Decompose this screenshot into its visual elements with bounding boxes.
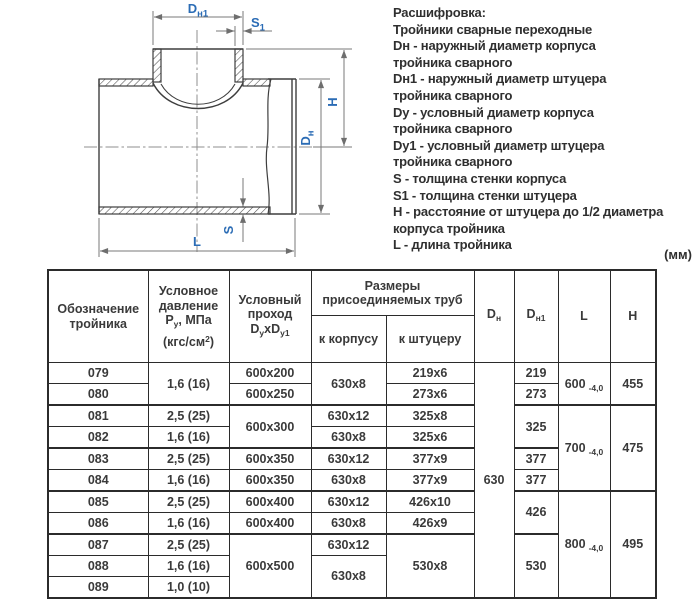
col-header-dn: $D_н$: [474, 270, 514, 363]
table-cell: 088: [48, 555, 148, 576]
table-cell: 600 $_{-4,0}$: [558, 363, 610, 406]
table-cell: 219x6: [386, 363, 474, 384]
dimension-label-l: L: [193, 234, 201, 249]
table-cell: 600x200: [229, 363, 311, 384]
table-cell: 630x12: [311, 448, 386, 469]
legend: [393, 5, 697, 254]
table-cell: 455: [610, 363, 656, 406]
table-cell: 426: [514, 491, 558, 534]
table-cell: 2,5 (25): [148, 405, 229, 426]
centerlines: [84, 30, 313, 252]
table-cell: 600x400: [229, 491, 311, 512]
table-cell: 700 $_{-4,0}$: [558, 405, 610, 491]
table-cell: 325x8: [386, 405, 474, 426]
col-header-sizes: Размеры присоединяемых труб: [311, 270, 474, 316]
table-cell: 2,5 (25): [148, 491, 229, 512]
table-cell: 630x8: [311, 427, 386, 448]
table-cell: 1,6 (16): [148, 555, 229, 576]
legend-line: тройника сварного: [393, 87, 513, 103]
tee-drawing: [0, 0, 392, 262]
col-header-to-korpus: к корпусу: [311, 316, 386, 363]
table-cell: 273x6: [386, 384, 474, 405]
table-cell: 630x8: [311, 555, 386, 598]
table-cell: 377: [514, 448, 558, 469]
table-cell: 377x9: [386, 469, 474, 490]
dimension-label-s1: $S_1$: [251, 15, 265, 34]
table-cell: 426x9: [386, 512, 474, 533]
table-cell: 087: [48, 534, 148, 555]
legend-line: L - длина тройника: [393, 237, 512, 253]
table-cell: 1,6 (16): [148, 469, 229, 490]
legend-line: тройника сварного: [393, 121, 513, 137]
table-cell: 630x8: [311, 512, 386, 533]
table-cell: 089: [48, 576, 148, 597]
legend-line: тройника сварного: [393, 54, 513, 70]
col-header-dn1: $D_{н1}$: [514, 270, 558, 363]
dimension-label-dn1: $D_{н1}$: [187, 1, 209, 20]
table-cell: 600x400: [229, 512, 311, 533]
legend-line: Dн - наружный диаметр корпуса: [393, 38, 596, 54]
units-label: (мм): [664, 247, 692, 262]
table-cell: 630x8: [311, 363, 386, 406]
table-cell: 530: [514, 534, 558, 598]
dimension-label-h: H: [325, 97, 340, 107]
table-cell: 475: [610, 405, 656, 491]
table-cell: 1,0 (10): [148, 576, 229, 597]
table-cell: 079: [48, 363, 148, 384]
dimension-label-s: S: [221, 225, 236, 235]
legend-line: Тройники сварные переходные: [393, 21, 593, 37]
table-cell: 630x12: [311, 405, 386, 426]
legend-title: Расшифровка:: [393, 5, 486, 20]
table-cell: 800 $_{-4,0}$: [558, 491, 610, 598]
table-cell: 600x250: [229, 384, 311, 405]
legend-line: Dу - условный диаметр корпуса: [393, 104, 594, 120]
table-row: [48, 491, 656, 512]
table-cell: 1,6 (16): [148, 512, 229, 533]
legend-line: H - расстояние от штуцера до 1/2 диаметра: [393, 204, 664, 220]
table-cell: 2,5 (25): [148, 534, 229, 555]
legend-line: S - толщина стенки корпуса: [393, 170, 567, 186]
table-cell: 600x300: [229, 405, 311, 448]
table-cell: 426x10: [386, 491, 474, 512]
table-cell: 495: [610, 491, 656, 598]
col-header-pressure: Условное давление $P_у$, МПа $(кгс/см^2)$: [148, 270, 229, 363]
table-cell: 600x500: [229, 534, 311, 598]
legend-line: Dн1 - наружный диаметр штуцера: [393, 71, 607, 87]
table-cell: 084: [48, 469, 148, 490]
table-cell: 630x12: [311, 491, 386, 512]
table-cell: 086: [48, 512, 148, 533]
table-cell: 530x8: [386, 534, 474, 598]
table-cell: 325x6: [386, 427, 474, 448]
col-header-l: L: [558, 270, 610, 363]
legend-line: тройника сварного: [393, 154, 513, 170]
col-header-h: H: [610, 270, 656, 363]
table-cell: 1,6 (16): [148, 363, 229, 406]
table-cell: 1,6 (16): [148, 427, 229, 448]
table-cell: 085: [48, 491, 148, 512]
table-cell: 600x350: [229, 469, 311, 490]
table-cell: 630: [474, 363, 514, 598]
table-cell: 2,5 (25): [148, 448, 229, 469]
dimension-label-dn: $D_н$: [298, 130, 317, 146]
col-header-designation: Обозначение тройника: [48, 270, 148, 363]
table-cell: 080: [48, 384, 148, 405]
pipe-branch: [153, 49, 243, 109]
dimensions-table: [47, 269, 657, 599]
table-cell: 082: [48, 427, 148, 448]
legend-lines: [393, 22, 697, 254]
table-cell: 600x350: [229, 448, 311, 469]
table-cell: 081: [48, 405, 148, 426]
table-cell: 219: [514, 363, 558, 384]
legend-line: S1 - толщина стенки штуцера: [393, 187, 577, 203]
legend-line: Dу1 - условный диаметр штуцера: [393, 137, 605, 153]
table-cell: 630x8: [311, 469, 386, 490]
table-cell: 630x12: [311, 534, 386, 555]
table-row: [48, 363, 656, 384]
col-header-to-shtucer: к штуцеру: [386, 316, 474, 363]
legend-line: корпуса тройника: [393, 220, 505, 236]
table-cell: 325: [514, 405, 558, 448]
table-cell: 377x9: [386, 448, 474, 469]
table-cell: 377: [514, 469, 558, 490]
table-row: [48, 405, 656, 426]
table-cell: 083: [48, 448, 148, 469]
table-cell: 273: [514, 384, 558, 405]
col-header-passage: Условный проход $D_уxD_{у1}$: [229, 270, 311, 363]
